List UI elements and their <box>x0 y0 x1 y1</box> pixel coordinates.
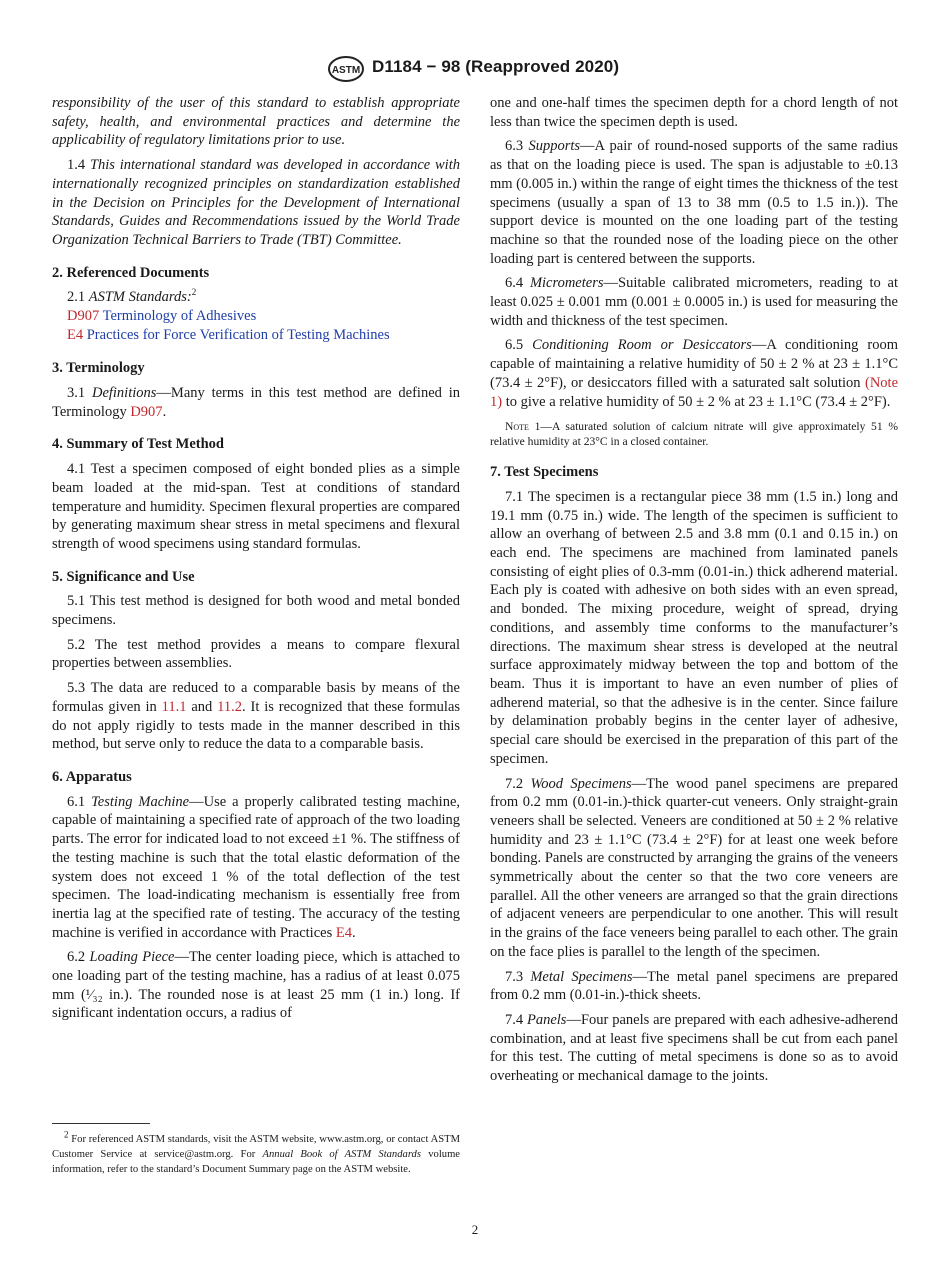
ref-code-link[interactable]: D907 <box>67 308 100 325</box>
ref-title-link[interactable]: Terminology of Adhesives <box>102 308 257 325</box>
page-number: 2 <box>471 1222 479 1237</box>
section-6-4: 6.4 Micrometers—Suitable calibrated micrometers, reading to at least 0.025 ± 0.001 mm (0.001 ± 0.0005 in.) is used for measuring the width and thickness of the test specimen. <box>490 275 899 329</box>
heading-summary: 4. Summary of Test Method <box>52 436 224 453</box>
ref-code-link[interactable]: E4 <box>67 327 84 344</box>
link-11-1[interactable]: 11.1 <box>161 698 187 715</box>
note-1: Note 1—A saturated solution of calcium nitrate will give approximately 51 % relative humidity at 23°C in a closed container. <box>490 420 898 449</box>
section-3-1: 3.1 Definitions—Many terms in this test method are defined in Terminology D907. <box>52 385 461 420</box>
link-e4[interactable]: E4 <box>335 924 352 941</box>
section-4-1: 4.1 Test a specimen composed of eight bonded plies as a simple beam loaded at the mid-span. Test at conditions of standard temperature and humidity. Specimen flexural properties are compared by generating maximum shear stress in metal specimens and flexural strength of wood specimens using standard formulas. <box>52 461 460 552</box>
heading-apparatus: 6. Apparatus <box>52 768 132 785</box>
section-1-4: 1.4 This international standard was developed in accordance with internationally recognized principles on standardization established in the Decision on Principles for the Development of International Standards, Guides and Recommendations issued by the World Trade Organization Technical Barriers to Trade (TBT) Committee. <box>52 157 460 248</box>
section-6-3: 6.3 Supports—A pair of round-nosed supports of the same radius as that on the loading piece is used. The span is adjustable to ±0.13 mm (0.005 in.) within the range of eight times the thickness of the test specimens (usually a span of 13 to 38 mm (0.5 to 1.5 in.)). The support device is mounted on the one loading part of the testing machine so that the rounded nose of the loading piece on the other loading part is centered between the supports. <box>490 138 899 267</box>
continued-paragraph: one and one-half times the specimen depth for a chord length of not less than twice the specimen depth is used. <box>490 95 898 130</box>
section-6-5: 6.5 Conditioning Room or Desiccators—A conditioning room capable of maintaining a relative humidity of 50 ± 2 % at 23 ± 1.1°C (73.4 ± 2°F), or desiccators filled with a saturated salt solution (Note 1) to give a relative humidity of 50 ± 2 % at 23 ± 1.1°C (73.4 ± 2°F). <box>490 337 898 410</box>
heading-terminology: 3. Terminology <box>52 360 145 377</box>
section-2-1: 2.1 ASTM Standards:$^2$ <box>67 287 197 306</box>
section-5-2: 5.2 The test method provides a means to compare flexural properties between assemblies. <box>52 636 460 672</box>
intro-paragraph: responsibility of the user of this standard to establish appropriate safety, health, and environmental practices and determine the applicability of regulatory limitations prior to use. <box>52 95 460 149</box>
document-title: D1184 − 98 (Reapproved 2020) <box>372 57 620 76</box>
footnote-divider <box>52 1123 150 1124</box>
reference-d907[interactable] <box>67 307 460 326</box>
heading-significance: 5. Significance and Use <box>52 568 195 585</box>
svg-text:ASTM: ASTM <box>331 65 361 76</box>
referenced-documents-list <box>67 288 460 345</box>
astm-logo-icon <box>326 56 366 82</box>
footnote-2: $^2$ For referenced ASTM standards, visit the ASTM website, www.astm.org, or contact ASTM Customer Service at service@astm.org. For Annual Book of ASTM Standards volume information, refer to the standard’s Document Summary page on the ASTM website. <box>52 1129 461 1175</box>
section-6-1: 6.1 Testing Machine—Use a properly calibrated testing machine, capable of maintaining a specified rate of approach of the two loading parts. The error for indicated load to not exceed ±1 %. The stiffness of the testing machine is such that the total elastic deformation of the system does not exceed 1 % of the total deflection of the test specimen. The load-indicating mechanism is essentially free from inertia lag at the specified rate of testing. The accuracy of the testing machine is verified in accordance with Practices E4. <box>52 793 461 941</box>
reference-e4[interactable] <box>67 326 460 345</box>
link-11-2[interactable]: 11.2 <box>217 698 243 715</box>
section-7-3: 7.3 Metal Specimens—The metal panel specimens are prepared from 0.2 mm (0.01-in.)-thick sheets. <box>490 968 898 1004</box>
link-note-1[interactable]: (Note 1) <box>490 374 898 410</box>
heading-referenced-documents: 2. Referenced Documents <box>52 264 210 281</box>
link-d907[interactable]: D907 <box>130 403 163 420</box>
section-7-4: 7.4 Panels—Four panels are prepared with each adhesive-adherend combination, and at least five specimens shall be cut from each panel for this test. The cutting of metal specimens is done so as to avoid overheating or mechanical damage to the joints. <box>490 1011 898 1085</box>
heading-test-specimens: 7. Test Specimens <box>490 464 599 481</box>
section-5-3: 5.3 The data are reduced to a comparable basis by means of the formulas given in 11.1 and 11.2. It is recognized that these formulas do not apply rigidly to tests made in the manner described in this method, but serve only to reduce the data to a comparable basis. <box>52 680 461 753</box>
section-7-2: 7.2 Wood Specimens—The wood panel specimens are prepared from 0.2 mm (0.01-in.)-thick quarter-cut veneers. Only straight-grain veneers shall be selected. Veneers are conditioned at 50 ± 2 % relative humidity and 23 ± 1.1°C (73.4 ± 2°F) for at least one week before bonding. Panels are constructed by arranging the grains of the veneers symmetrically about the center so that the two core veneers are parallel. All the other veneers are arranged so that the grain directions of adjacent veneers are perpendicular to one another. This will result in the grains of the face veneers being parallel to each other. The grain on the face plies is parallel to the length of the specimen. <box>490 775 899 960</box>
section-7-1: 7.1 The specimen is a rectangular piece 38 mm (1.5 in.) long and 19.1 mm (0.75 in.) wide. The length of the specimen is sufficient to allow an overhang of between 2.5 and 3.8 mm (0.1 and 0.15 in.) on each end. The specimens are machined from laminated panels consisting of eight plies of 0.3-mm (0.01-in.) thick adherend material. Each ply is coated with adhesive on both sides with an even spread, and bonded. The mixing procedure, weight of spread, drying conditions, and assembly time conforms to the manufacturer’s directions. The maximum shear stress is developed at the neutral surface approximately midway between the top and bottom of the beam. Thus it is important to have an even number of plies of adherend material, so that the adhesive is in the center. Since failure by delamination probably begins in the center layer of adhesive, special care should be exercised in the preparation of this part of the specimen. <box>490 488 898 767</box>
left-column <box>52 94 460 1029</box>
right-column <box>490 94 898 1092</box>
section-5-1: 5.1 This test method is designed for both wood and metal bonded specimens. <box>52 593 460 629</box>
section-6-2: 6.2 Loading Piece—The center loading piece, which is attached to one loading part of the testing machine, has a radius of at least 0.075 mm (¹⁄₃₂ in.). The rounded nose is at least 25 mm (1 in.) long. If significant indentation occurs, a radius of <box>52 949 460 1022</box>
page-header <box>0 56 950 82</box>
ref-title-link[interactable]: Practices for Force Verification of Testing Machines <box>86 327 390 344</box>
